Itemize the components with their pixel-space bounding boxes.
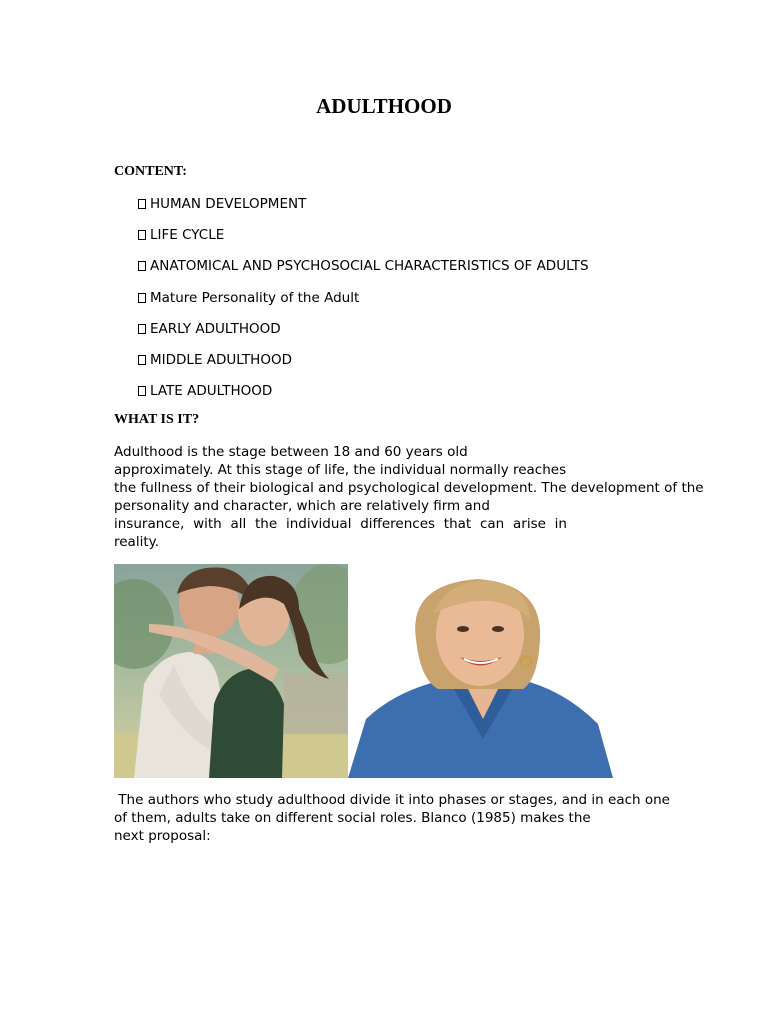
checkbox-bullet-icon	[138, 261, 146, 271]
list-item: MIDDLE ADULTHOOD	[138, 351, 589, 382]
list-item: EARLY ADULTHOOD	[138, 320, 589, 351]
checkbox-bullet-icon	[138, 324, 146, 334]
checkbox-bullet-icon	[138, 199, 146, 209]
couple-photo	[114, 564, 348, 778]
paragraph-line: the fullness of their biological and psychological development. The development of the	[114, 480, 704, 496]
paragraph-line: next proposal:	[114, 828, 211, 844]
checkbox-bullet-icon	[138, 230, 146, 240]
authors-paragraph	[114, 791, 670, 845]
what-is-it-heading: WHAT IS IT?	[114, 412, 200, 427]
list-item: LIFE CYCLE	[138, 226, 589, 257]
paragraph-line: of them, adults take on different social roles. Blanco (1985) makes the	[114, 810, 591, 826]
document-title: ADULTHOOD	[316, 94, 452, 118]
content-list	[138, 195, 589, 413]
paragraph-line: The authors who study adulthood divide it into phases or stages, and in each one	[114, 792, 670, 808]
paragraph-line: personality and character, which are relatively firm and	[114, 498, 490, 514]
definition-paragraph	[114, 443, 704, 551]
list-item: ANATOMICAL AND PSYCHOSOCIAL CHARACTERISTICS OF ADULTS	[138, 257, 589, 288]
paragraph-line: approximately. At this stage of life, the individual normally reaches	[114, 462, 567, 478]
checkbox-bullet-icon	[138, 355, 146, 365]
paragraph-line: Adulthood is the stage between 18 and 60 years old	[114, 444, 468, 460]
list-item: HUMAN DEVELOPMENT	[138, 195, 589, 226]
woman-portrait-photo	[348, 579, 624, 778]
list-item: LATE ADULTHOOD	[138, 382, 589, 413]
checkbox-bullet-icon	[138, 386, 146, 396]
checkbox-bullet-icon	[138, 293, 146, 303]
list-item: Mature Personality of the Adult	[138, 289, 589, 320]
content-heading: CONTENT:	[114, 164, 187, 179]
paragraph-line: reality.	[114, 534, 159, 550]
paragraph-line: insurance, with all the individual differences that can arise in	[114, 516, 567, 532]
